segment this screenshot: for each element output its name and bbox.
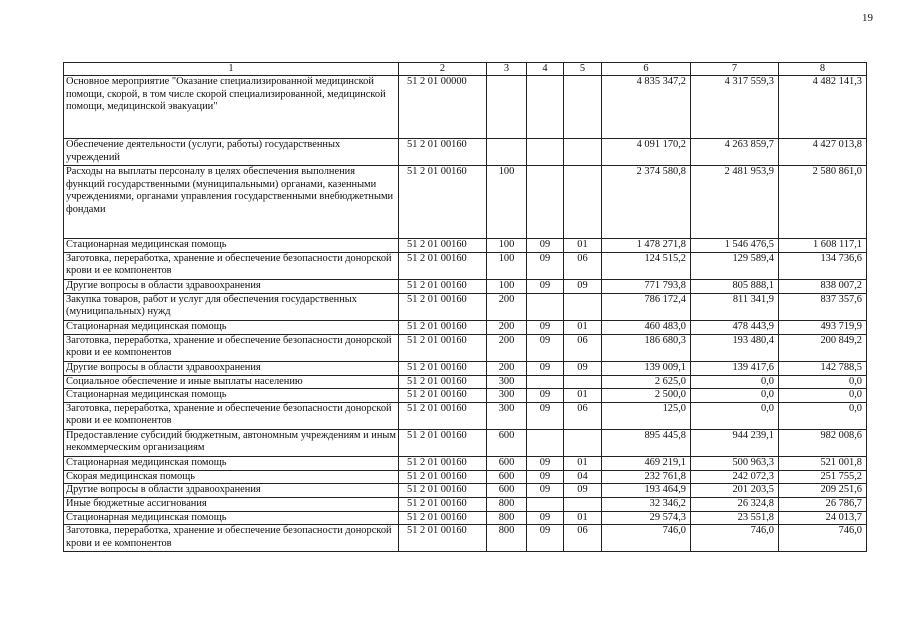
amount-year3-cell: 200 849,2 xyxy=(779,334,867,361)
amount-year1-cell: 2 374 580,8 xyxy=(602,166,691,239)
csr-code-cell: 51 2 01 00160 xyxy=(399,239,487,253)
csr-code-cell: 51 2 01 00000 xyxy=(399,76,487,139)
vr-code-cell: 600 xyxy=(487,429,527,456)
table-row xyxy=(64,166,867,239)
pr-code-cell: 01 xyxy=(564,320,602,334)
pr-code-cell: 09 xyxy=(564,361,602,375)
amount-year2-cell: 811 341,9 xyxy=(691,293,779,320)
vr-code-cell: 100 xyxy=(487,166,527,239)
pr-code-cell: 09 xyxy=(564,279,602,293)
csr-code-cell: 51 2 01 00160 xyxy=(399,166,487,239)
vr-code-cell: 100 xyxy=(487,279,527,293)
vr-code-cell: 800 xyxy=(487,497,527,511)
row-name-cell: Стационарная медицинская помощь xyxy=(64,320,399,334)
amount-year1-cell: 232 761,8 xyxy=(602,470,691,484)
table-row xyxy=(64,375,867,389)
amount-year2-cell: 0,0 xyxy=(691,375,779,389)
amount-year3-cell: 209 251,6 xyxy=(779,484,867,498)
amount-year3-cell: 982 008,6 xyxy=(779,429,867,456)
amount-year3-cell: 521 001,8 xyxy=(779,456,867,470)
rz-code-cell: 09 xyxy=(527,470,564,484)
amount-year3-cell: 837 357,6 xyxy=(779,293,867,320)
amount-year1-cell: 4 835 347,2 xyxy=(602,76,691,139)
pr-code-cell xyxy=(564,166,602,239)
csr-code-cell: 51 2 01 00160 xyxy=(399,402,487,429)
rz-code-cell: 09 xyxy=(527,334,564,361)
amount-year3-cell: 1 608 117,1 xyxy=(779,239,867,253)
row-name-cell: Закупка товаров, работ и услуг для обеспечения государственных (муниципальных) нужд xyxy=(64,293,399,320)
pr-code-cell: 01 xyxy=(564,511,602,525)
amount-year1-cell: 2 500,0 xyxy=(602,389,691,403)
rz-code-cell: 09 xyxy=(527,402,564,429)
amount-year1-cell: 786 172,4 xyxy=(602,293,691,320)
vr-code-cell: 200 xyxy=(487,334,527,361)
row-name-cell: Другие вопросы в области здравоохранения xyxy=(64,484,399,498)
table-row xyxy=(64,320,867,334)
table-row xyxy=(64,497,867,511)
vr-code-cell: 600 xyxy=(487,456,527,470)
pr-code-cell: 01 xyxy=(564,456,602,470)
amount-year1-cell: 469 219,1 xyxy=(602,456,691,470)
table-row xyxy=(64,252,867,279)
column-header: 7 xyxy=(691,63,779,76)
amount-year2-cell: 129 589,4 xyxy=(691,252,779,279)
budget-table xyxy=(63,62,867,552)
amount-year3-cell: 0,0 xyxy=(779,389,867,403)
table-row xyxy=(64,470,867,484)
row-name-cell: Стационарная медицинская помощь xyxy=(64,456,399,470)
column-header: 8 xyxy=(779,63,867,76)
table-body xyxy=(64,63,867,552)
amount-year1-cell: 29 574,3 xyxy=(602,511,691,525)
rz-code-cell: 09 xyxy=(527,389,564,403)
rz-code-cell: 09 xyxy=(527,320,564,334)
table-row xyxy=(64,139,867,166)
row-name-cell: Стационарная медицинская помощь xyxy=(64,389,399,403)
pr-code-cell: 01 xyxy=(564,239,602,253)
table-row xyxy=(64,76,867,139)
amount-year2-cell: 0,0 xyxy=(691,402,779,429)
csr-code-cell: 51 2 01 00160 xyxy=(399,525,487,552)
row-name-cell: Стационарная медицинская помощь xyxy=(64,511,399,525)
vr-code-cell: 200 xyxy=(487,320,527,334)
rz-code-cell: 09 xyxy=(527,511,564,525)
rz-code-cell xyxy=(527,139,564,166)
row-name-cell: Заготовка, переработка, хранение и обеспечение безопасности донорской крови и ее компонентов xyxy=(64,402,399,429)
row-name-cell: Социальное обеспечение и иные выплаты населению xyxy=(64,375,399,389)
csr-code-cell: 51 2 01 00160 xyxy=(399,389,487,403)
amount-year2-cell: 242 072,3 xyxy=(691,470,779,484)
amount-year2-cell: 193 480,4 xyxy=(691,334,779,361)
table-row xyxy=(64,484,867,498)
rz-code-cell: 09 xyxy=(527,279,564,293)
table-row xyxy=(64,293,867,320)
csr-code-cell: 51 2 01 00160 xyxy=(399,279,487,293)
rz-code-cell: 09 xyxy=(527,484,564,498)
amount-year3-cell: 493 719,9 xyxy=(779,320,867,334)
csr-code-cell: 51 2 01 00160 xyxy=(399,484,487,498)
pr-code-cell xyxy=(564,139,602,166)
rz-code-cell xyxy=(527,497,564,511)
row-name-cell: Обеспечение деятельности (услуги, работы) государственных учреждений xyxy=(64,139,399,166)
csr-code-cell: 51 2 01 00160 xyxy=(399,361,487,375)
vr-code-cell: 600 xyxy=(487,484,527,498)
amount-year2-cell: 746,0 xyxy=(691,525,779,552)
row-name-cell: Иные бюджетные ассигнования xyxy=(64,497,399,511)
amount-year2-cell: 2 481 953,9 xyxy=(691,166,779,239)
amount-year1-cell: 2 625,0 xyxy=(602,375,691,389)
pr-code-cell: 06 xyxy=(564,252,602,279)
pr-code-cell: 06 xyxy=(564,525,602,552)
pr-code-cell: 06 xyxy=(564,334,602,361)
csr-code-cell: 51 2 01 00160 xyxy=(399,252,487,279)
amount-year3-cell: 4 427 013,8 xyxy=(779,139,867,166)
amount-year3-cell: 746,0 xyxy=(779,525,867,552)
csr-code-cell: 51 2 01 00160 xyxy=(399,497,487,511)
amount-year3-cell: 24 013,7 xyxy=(779,511,867,525)
pr-code-cell xyxy=(564,293,602,320)
vr-code-cell: 800 xyxy=(487,511,527,525)
table-row xyxy=(64,389,867,403)
amount-year2-cell: 500 963,3 xyxy=(691,456,779,470)
rz-code-cell xyxy=(527,293,564,320)
csr-code-cell: 51 2 01 00160 xyxy=(399,320,487,334)
vr-code-cell: 100 xyxy=(487,252,527,279)
table-row xyxy=(64,361,867,375)
table-row xyxy=(64,511,867,525)
page-number: 19 xyxy=(862,12,873,24)
vr-code-cell xyxy=(487,76,527,139)
amount-year3-cell: 838 007,2 xyxy=(779,279,867,293)
amount-year1-cell: 139 009,1 xyxy=(602,361,691,375)
row-name-cell: Стационарная медицинская помощь xyxy=(64,239,399,253)
rz-code-cell: 09 xyxy=(527,361,564,375)
amount-year2-cell: 1 546 476,5 xyxy=(691,239,779,253)
column-header: 2 xyxy=(399,63,487,76)
vr-code-cell: 800 xyxy=(487,525,527,552)
column-header: 4 xyxy=(527,63,564,76)
amount-year3-cell: 0,0 xyxy=(779,402,867,429)
amount-year3-cell: 26 786,7 xyxy=(779,497,867,511)
row-name-cell: Заготовка, переработка, хранение и обеспечение безопасности донорской крови и ее компонентов xyxy=(64,334,399,361)
amount-year3-cell: 4 482 141,3 xyxy=(779,76,867,139)
pr-code-cell: 01 xyxy=(564,389,602,403)
amount-year3-cell: 2 580 861,0 xyxy=(779,166,867,239)
amount-year2-cell: 944 239,1 xyxy=(691,429,779,456)
csr-code-cell: 51 2 01 00160 xyxy=(399,293,487,320)
table-row xyxy=(64,456,867,470)
amount-year2-cell: 4 263 859,7 xyxy=(691,139,779,166)
column-header: 3 xyxy=(487,63,527,76)
amount-year1-cell: 186 680,3 xyxy=(602,334,691,361)
vr-code-cell xyxy=(487,139,527,166)
rz-code-cell: 09 xyxy=(527,525,564,552)
row-name-cell: Скорая медицинская помощь xyxy=(64,470,399,484)
amount-year1-cell: 460 483,0 xyxy=(602,320,691,334)
pr-code-cell: 06 xyxy=(564,402,602,429)
rz-code-cell xyxy=(527,375,564,389)
column-header: 1 xyxy=(64,63,399,76)
row-name-cell: Заготовка, переработка, хранение и обеспечение безопасности донорской крови и ее компонентов xyxy=(64,525,399,552)
row-name-cell: Предоставление субсидий бюджетным, автономным учреждениям и иным некоммерческим организациям xyxy=(64,429,399,456)
amount-year2-cell: 139 417,6 xyxy=(691,361,779,375)
csr-code-cell: 51 2 01 00160 xyxy=(399,511,487,525)
row-name-cell: Другие вопросы в области здравоохранения xyxy=(64,361,399,375)
amount-year1-cell: 125,0 xyxy=(602,402,691,429)
row-name-cell: Расходы на выплаты персоналу в целях обеспечения выполнения функций государственными (муниципальными) органами, казенными учреждениями, органами управления государственными внебюджетными фондами xyxy=(64,166,399,239)
amount-year3-cell: 134 736,6 xyxy=(779,252,867,279)
amount-year2-cell: 4 317 559,3 xyxy=(691,76,779,139)
pr-code-cell xyxy=(564,497,602,511)
amount-year2-cell: 23 551,8 xyxy=(691,511,779,525)
csr-code-cell: 51 2 01 00160 xyxy=(399,456,487,470)
table-row xyxy=(64,525,867,552)
rz-code-cell xyxy=(527,166,564,239)
amount-year2-cell: 201 203,5 xyxy=(691,484,779,498)
amount-year3-cell: 0,0 xyxy=(779,375,867,389)
amount-year2-cell: 0,0 xyxy=(691,389,779,403)
pr-code-cell xyxy=(564,375,602,389)
amount-year2-cell: 26 324,8 xyxy=(691,497,779,511)
csr-code-cell: 51 2 01 00160 xyxy=(399,470,487,484)
row-name-cell: Заготовка, переработка, хранение и обеспечение безопасности донорской крови и ее компонентов xyxy=(64,252,399,279)
rz-code-cell xyxy=(527,429,564,456)
table-row xyxy=(64,239,867,253)
table-row xyxy=(64,429,867,456)
row-name-cell: Основное мероприятие "Оказание специализированной медицинской помощи, скорой, в том числе скорой специализированной, медицинской помощи, медицинской эвакуации" xyxy=(64,76,399,139)
amount-year1-cell: 4 091 170,2 xyxy=(602,139,691,166)
amount-year1-cell: 746,0 xyxy=(602,525,691,552)
vr-code-cell: 200 xyxy=(487,293,527,320)
rz-code-cell: 09 xyxy=(527,239,564,253)
amount-year1-cell: 32 346,2 xyxy=(602,497,691,511)
amount-year2-cell: 805 888,1 xyxy=(691,279,779,293)
amount-year1-cell: 193 464,9 xyxy=(602,484,691,498)
csr-code-cell: 51 2 01 00160 xyxy=(399,429,487,456)
rz-code-cell: 09 xyxy=(527,456,564,470)
amount-year1-cell: 895 445,8 xyxy=(602,429,691,456)
row-name-cell: Другие вопросы в области здравоохранения xyxy=(64,279,399,293)
vr-code-cell: 200 xyxy=(487,361,527,375)
amount-year2-cell: 478 443,9 xyxy=(691,320,779,334)
vr-code-cell: 300 xyxy=(487,402,527,429)
pr-code-cell xyxy=(564,76,602,139)
table-row xyxy=(64,334,867,361)
table-row xyxy=(64,402,867,429)
csr-code-cell: 51 2 01 00160 xyxy=(399,334,487,361)
amount-year1-cell: 1 478 271,8 xyxy=(602,239,691,253)
column-header: 6 xyxy=(602,63,691,76)
vr-code-cell: 300 xyxy=(487,375,527,389)
header-row xyxy=(64,63,867,76)
csr-code-cell: 51 2 01 00160 xyxy=(399,375,487,389)
vr-code-cell: 300 xyxy=(487,389,527,403)
amount-year1-cell: 124 515,2 xyxy=(602,252,691,279)
rz-code-cell: 09 xyxy=(527,252,564,279)
rz-code-cell xyxy=(527,76,564,139)
amount-year3-cell: 251 755,2 xyxy=(779,470,867,484)
pr-code-cell xyxy=(564,429,602,456)
pr-code-cell: 09 xyxy=(564,484,602,498)
pr-code-cell: 04 xyxy=(564,470,602,484)
amount-year1-cell: 771 793,8 xyxy=(602,279,691,293)
vr-code-cell: 600 xyxy=(487,470,527,484)
csr-code-cell: 51 2 01 00160 xyxy=(399,139,487,166)
vr-code-cell: 100 xyxy=(487,239,527,253)
column-header: 5 xyxy=(564,63,602,76)
amount-year3-cell: 142 788,5 xyxy=(779,361,867,375)
table-row xyxy=(64,279,867,293)
